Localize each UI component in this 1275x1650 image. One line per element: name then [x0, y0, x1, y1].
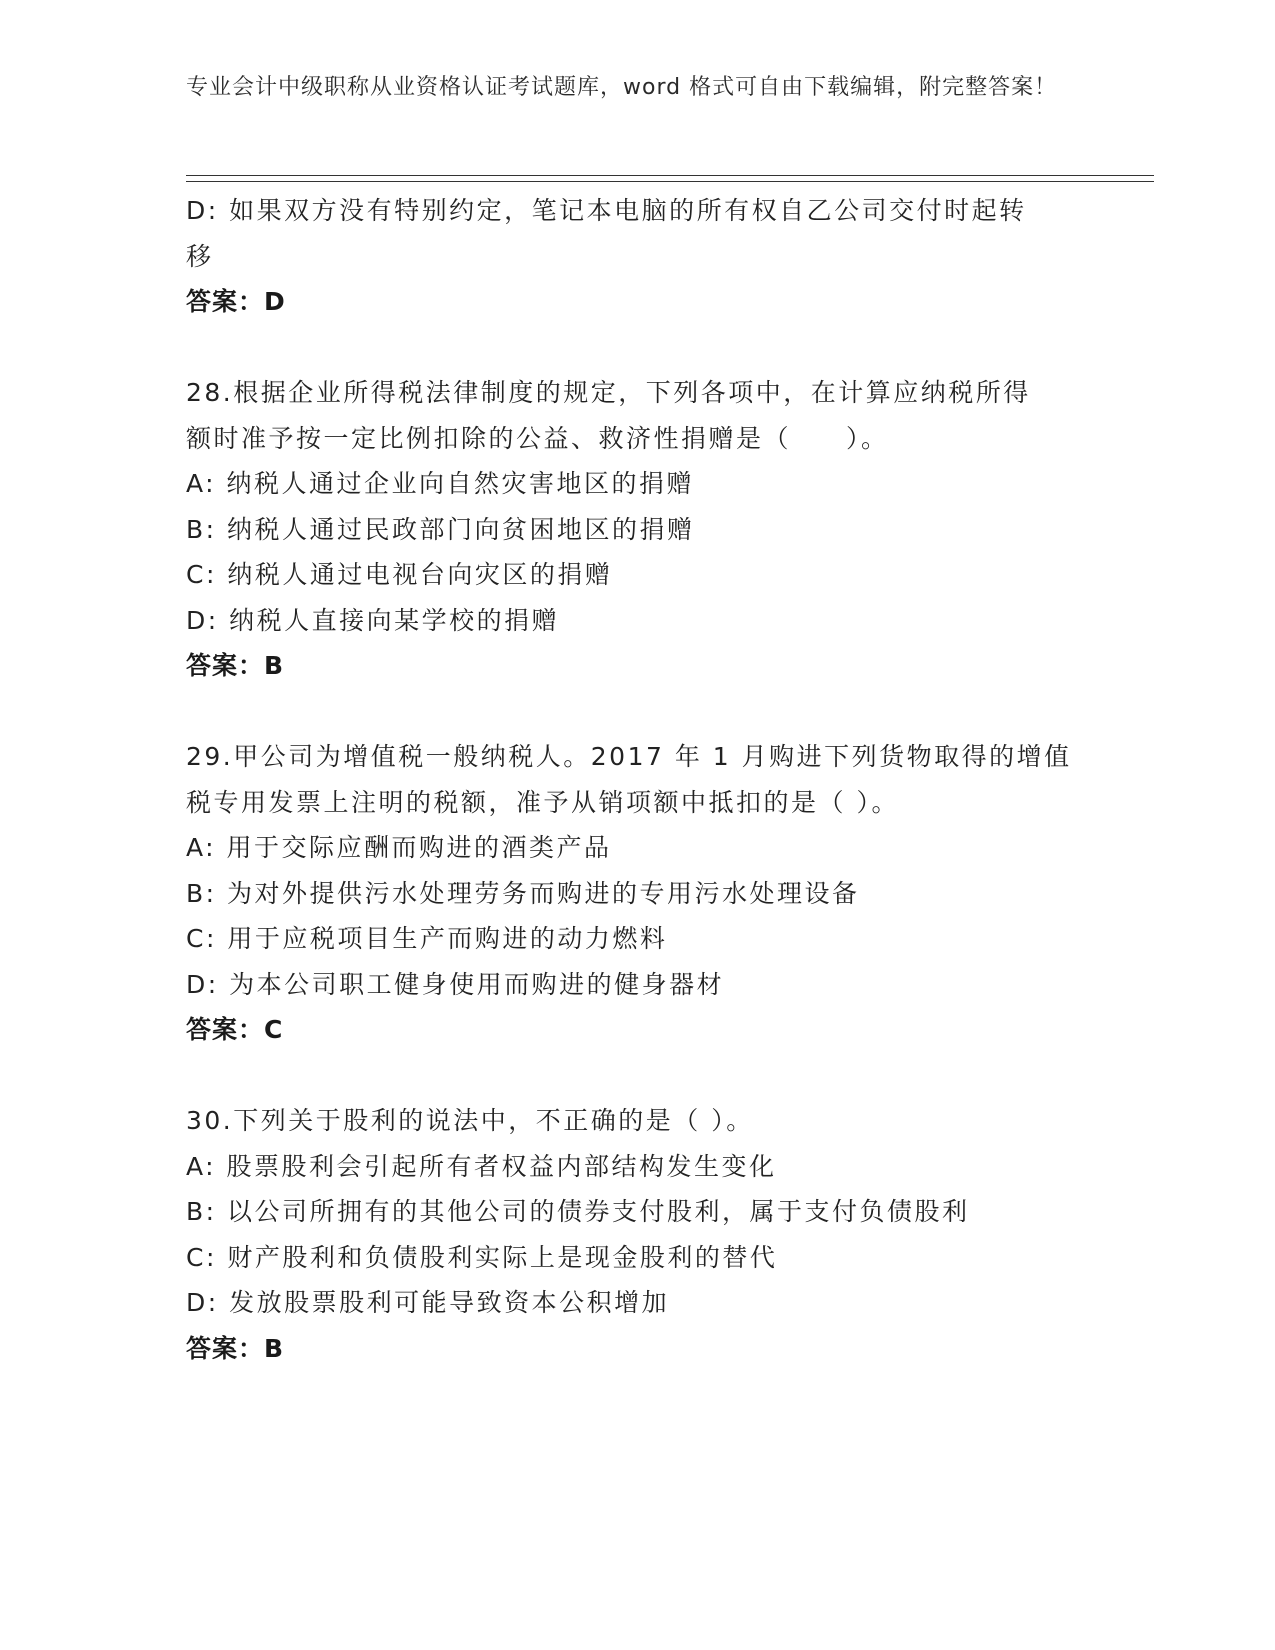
spacer: [186, 1053, 1086, 1099]
document-body: [186, 188, 1086, 1371]
option-b: B: 以公司所拥有的其他公司的债券支付股利，属于支付负债股利: [186, 1197, 970, 1226]
option-c: C: 用于应税项目生产而购进的动力燃料: [186, 924, 668, 953]
answer-label: 答案：D: [186, 287, 286, 316]
option-d: D: 纳税人直接向某学校的捐赠: [186, 605, 560, 635]
question-28: [186, 370, 1086, 689]
option-c: C: 财产股利和负债股利实际上是现金股利的替代: [186, 1242, 778, 1272]
document-header: [186, 72, 1066, 104]
header-text: 专业会计中级职称从业资格认证考试题库，word 格式可自由下载编辑，附完整答案！: [186, 75, 1058, 100]
option-c: C: 纳税人通过电视台向灾区的捐赠: [186, 560, 613, 589]
carryover-block: [186, 188, 1086, 325]
question-stem-line-1: 28.根据企业所得税法律制度的规定，下列各项中，在计算应纳税所得: [186, 378, 1031, 407]
option-d: D: 发放股票股利可能导致资本公积增加: [186, 1288, 670, 1317]
option-d: D: 为本公司职工健身使用而购进的健身器材: [186, 969, 725, 999]
question-29: [186, 734, 1086, 1053]
option-a: A: 用于交际应酬而购进的酒类产品: [186, 833, 612, 862]
question-stem-line-2: 税专用发票上注明的税额，准予从销项额中抵扣的是（ ）。: [186, 787, 899, 817]
option-b: B: 纳税人通过民政部门向贫困地区的捐赠: [186, 514, 695, 544]
question-30: [186, 1098, 1086, 1371]
header-divider-top: [186, 175, 1154, 176]
spacer: [186, 325, 1086, 371]
option-a: A: 纳税人通过企业向自然灾害地区的捐赠: [186, 469, 695, 498]
spacer: [186, 689, 1086, 735]
answer-label: 答案：C: [186, 1015, 284, 1044]
option-b: B: 为对外提供污水处理劳务而购进的专用污水处理设备: [186, 878, 860, 908]
option-d-line-1: D: 如果双方没有特别约定，笔记本电脑的所有权自乙公司交付时起转: [186, 196, 1027, 225]
option-d-line-2: 移: [186, 241, 214, 271]
option-a: A: 股票股利会引起所有者权益内部结构发生变化: [186, 1151, 777, 1181]
header-divider-bottom: [186, 181, 1154, 182]
answer-label: 答案：B: [186, 651, 285, 680]
answer-label: 答案：B: [186, 1333, 285, 1363]
question-stem-line-1: 30.下列关于股利的说法中，不正确的是（ ）。: [186, 1106, 754, 1135]
question-stem-line-1: 29.甲公司为增值税一般纳税人。2017 年 1 月购进下列货物取得的增值: [186, 742, 1072, 771]
question-stem-line-2: 额时准予按一定比例扣除的公益、救济性捐赠是（ ）。: [186, 423, 889, 453]
